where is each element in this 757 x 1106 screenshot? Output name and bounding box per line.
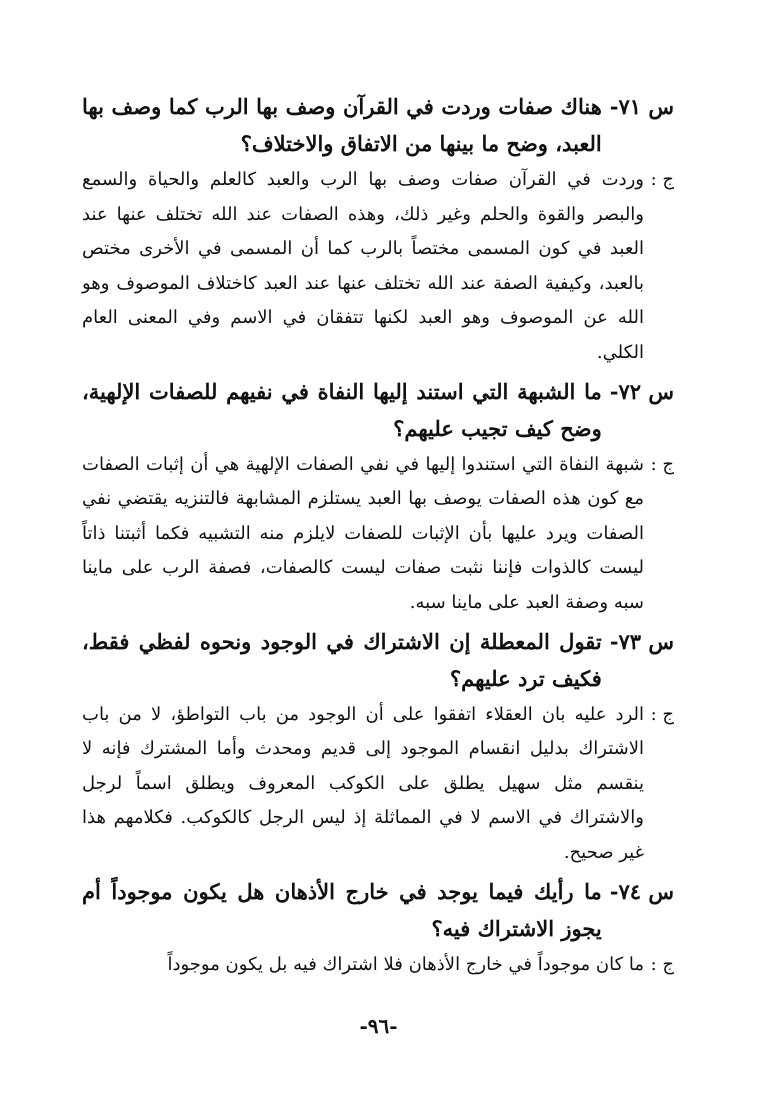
- answer-73: [82, 698, 674, 871]
- answer-74: [82, 948, 674, 983]
- question-72: [82, 373, 674, 447]
- question-text: ما رأيك فيما يوجد في خارج الأذهان هل يكون موجوداً أم يجوز الاشتراك فيه؟: [82, 878, 602, 941]
- qa-block-72: [82, 373, 674, 621]
- answer-72: [82, 448, 674, 621]
- question-label: س ٧١-: [609, 94, 674, 119]
- question-71: [82, 88, 674, 162]
- answer-text: ما كان موجوداً في خارج الأذهان فلا اشتراك فيه بل يكون موجوداً: [167, 953, 644, 975]
- question-label: س ٧٢-: [609, 378, 674, 404]
- question-74: [82, 873, 674, 947]
- answer-text: شبهة النفاة التي استندوا إليها في نفي الصفات الإلهية هي أن إثبات الصفات مع كون هذه الصفات يوصف بها العبد يستلزم المشابهة فالتنزيه يقتضي نفي الصفات ويرد عليها بأن الإثبات للصفات لايلزم منه التشبيه فكما أثبتنا ذاتاً ليست كالذوات فإننا نثبت صفات ليست كالصفات، فصفة الرب على ماينا سبه وصفة العبد على ماينا سبه.: [82, 453, 644, 613]
- question-text: هناك صفات وردت في القرآن وصف بها الرب كما وصف بها العبد، وضح ما بينها من الاتفاق والاختلاف؟: [82, 94, 602, 156]
- answer-text: الرد عليه بان العقلاء اتفقوا على أن الوجود من باب التواطؤ، لا من باب الاشتراك بدليل انقسام الموجود إلى قديم ومحدث وأما المشترك فإنه لا ينقسم مثل سهيل يطلق على الكوكب المعروف ويطلق اسماً لرجل والاشتراك في الاسم لا في المماثلة إذ ليس الرجل كالكوكب. فكلامهم هذا غير صحيح.: [82, 703, 644, 863]
- qa-block-73: [82, 623, 674, 871]
- answer-label: ج :: [650, 169, 674, 190]
- answer-label: ج :: [650, 453, 674, 475]
- qa-block-71: [82, 88, 674, 371]
- answer-text: وردت في القرآن صفات وصف بها الرب والعبد كالعلم والحياة والسمع والبصر والقوة والحلم وغير ذلك، وهذه الصفات عند الله تختلف عنها عند العبد في كون المسمى مختصاً بالرب كما أن المسمى في الأخرى مختص بالعبد، وكيفية الصفة عند الله تختلف عنها عند العبد كاختلاف الموصوف وهو الله عن الموصوف وهو العبد لكنها تتفقان في الاسم وفي المعنى العام الكلي.: [82, 169, 644, 363]
- question-label: س ٧٤-: [609, 878, 674, 904]
- answer-label: ج :: [650, 953, 674, 975]
- question-text: تقول المعطلة إن الاشتراك في الوجود ونحوه لفظي فقط، فكيف ترد عليهم؟: [82, 628, 602, 691]
- question-label: س ٧٣-: [609, 628, 674, 654]
- qa-block-74: [82, 873, 674, 983]
- page-content: [82, 88, 674, 984]
- page-number: -٩٦-: [359, 1014, 398, 1038]
- question-73: [82, 623, 674, 697]
- answer-label: ج :: [650, 703, 674, 725]
- answer-71: [82, 163, 674, 371]
- question-text: ما الشبهة التي استند إليها النفاة في نفيهم للصفات الإلهية، وضح كيف تجيب عليهم؟: [82, 378, 602, 441]
